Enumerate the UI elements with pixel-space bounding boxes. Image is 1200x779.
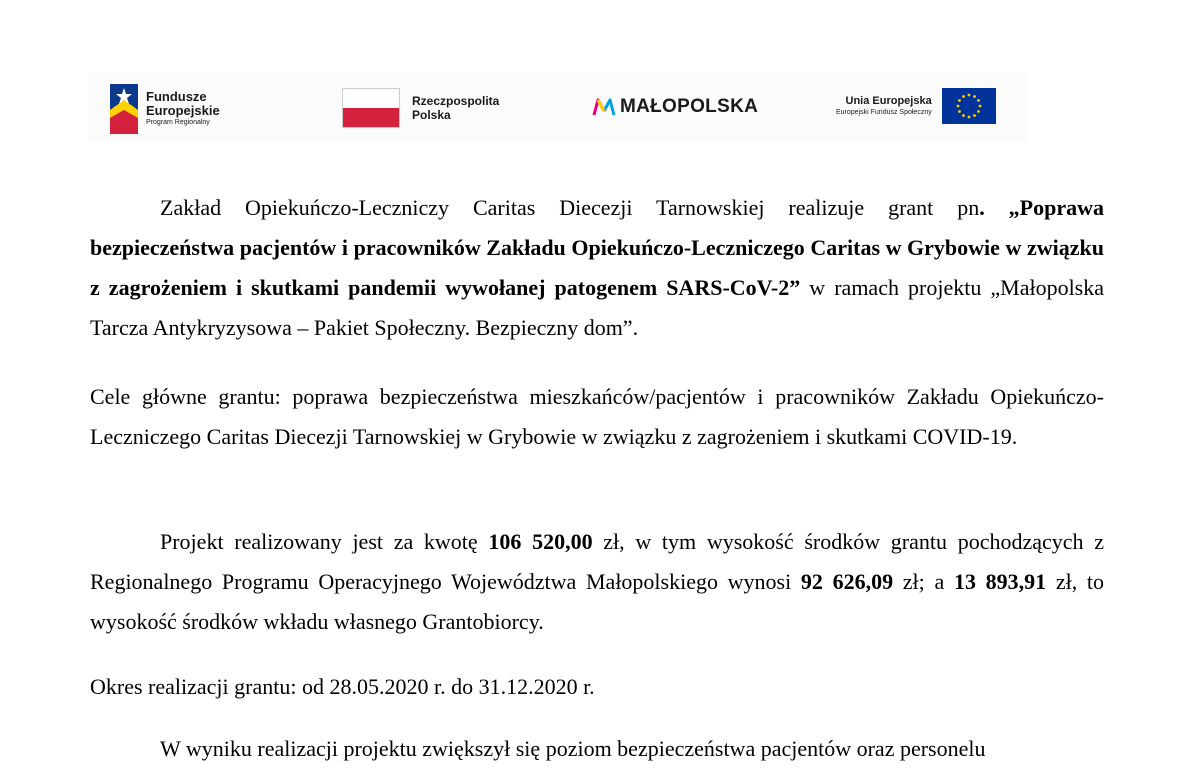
fundusze-europejskie-icon — [110, 84, 138, 134]
eu-star-icon — [967, 116, 970, 119]
p3-t3: zł; a — [893, 569, 954, 594]
eu-star-icon — [973, 95, 976, 98]
eu-flag-icon — [942, 88, 996, 124]
eu-star-icon — [962, 95, 965, 98]
polish-flag-icon — [342, 88, 400, 128]
rzeczpospolita-line1: Rzeczpospolita — [412, 94, 500, 108]
malopolska-logo — [592, 96, 758, 118]
eu-star-icon — [977, 110, 980, 113]
unia-europejska-logo — [836, 88, 996, 124]
fundusze-line2: Europejskie — [146, 103, 220, 118]
malopolska-text: MAŁOPOLSKA — [620, 96, 759, 117]
p2-text: Cele główne grantu: poprawa bezpieczeństwa mieszkańców/pacjentów i pracowników Zakładu Opiekuńczo-Leczniczego Caritas Diecezji Tarnowskiej w Grybowie w związku z zagrożeniem i skutkami COVID-19. — [90, 384, 1104, 449]
rzeczpospolita-logo — [342, 88, 499, 128]
eu-star-icon — [967, 94, 970, 97]
p1-text-before: Zakład Opiekuńczo-Leczniczy Caritas Diecezji Tarnowskiej realizuje grant pn — [160, 195, 980, 220]
paragraph-result — [90, 729, 1104, 769]
paragraph-budget — [90, 522, 1104, 642]
p4-text: Okres realizacji grantu: od 28.05.2020 r. do 31.12.2020 r. — [90, 674, 595, 699]
fundusze-line3: Program Regionalny — [146, 119, 210, 126]
p3-t2: zł, w tym wysokość środków grantu pochodzących z Regionalnego Programu Operacyjnego Województwa Małopolskiego wynosi — [90, 529, 1104, 594]
paragraph-grant-info — [90, 188, 1104, 348]
paragraph-period — [90, 667, 1104, 707]
p3-grant-amount: 92 626,09 — [800, 569, 894, 594]
rzeczpospolita-line2: Polska — [412, 108, 451, 122]
p1-grant-title: . „Poprawa bezpieczeństwa pacjentów i pracowników Zakładu Opiekuńczo-Leczniczego Caritas w Grybowie w związku z zagrożeniem i skutkami pandemii wywołanej patogenem SARS-CoV-2” — [90, 195, 1105, 300]
fundusze-line1: Fundusze — [146, 89, 207, 104]
eu-star-icon — [962, 114, 965, 117]
eu-star-icon — [977, 99, 980, 102]
unia-line1: Unia Europejska — [845, 95, 932, 107]
paragraph-goals — [90, 377, 1104, 457]
eu-star-icon — [973, 114, 976, 117]
eu-star-icon — [958, 99, 961, 102]
eu-star-icon — [958, 110, 961, 113]
p3-total-amount: 106 520,00 — [488, 529, 593, 554]
p3-t4: zł, to wysokość środków wkładu własnego Grantobiorcy. — [90, 569, 1104, 634]
unia-line2: Europejski Fundusz Społeczny — [836, 109, 932, 116]
p3-own-contribution: 13 893,91 — [953, 569, 1047, 594]
p3-t1: Projekt realizowany jest za kwotę — [160, 529, 489, 554]
p5-text: W wyniku realizacji projektu zwiększył się poziom bezpieczeństwa pacjentów oraz personelu — [160, 736, 986, 761]
fundusze-europejskie-logo — [110, 84, 220, 134]
eu-star-icon — [956, 105, 959, 108]
malopolska-m-icon — [592, 97, 616, 117]
p1-text-after: w ramach projektu „Małopolska Tarcza Antykryzysowa – Pakiet Społeczny. Bezpieczny dom”. — [90, 275, 1105, 340]
eu-star-icon — [978, 105, 981, 108]
